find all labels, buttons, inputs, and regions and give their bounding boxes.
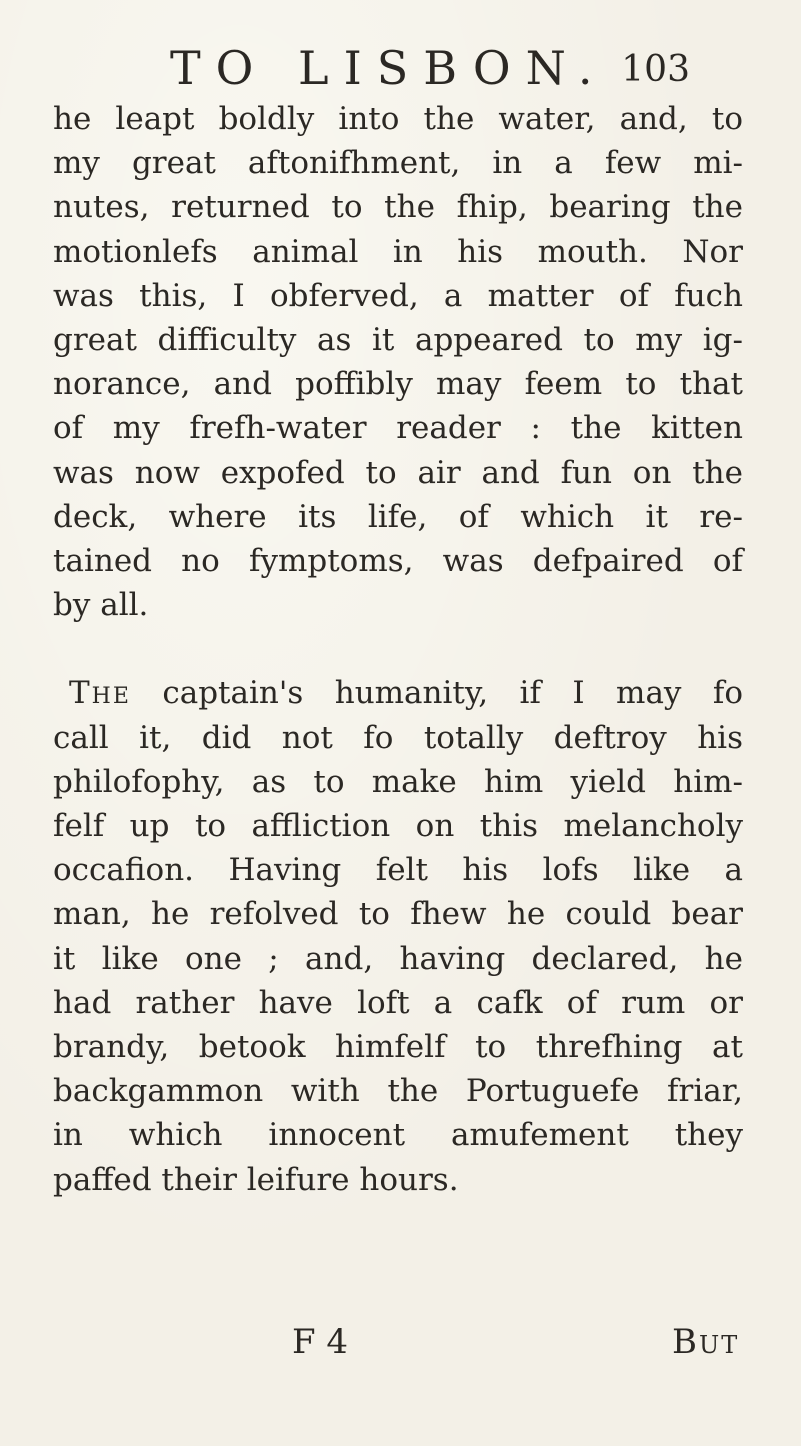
- text-line: in which innocent amufement they: [53, 1117, 743, 1154]
- paragraph-opening-word: The: [69, 675, 131, 712]
- text-line: was this, I obferved, a matter of fuch: [53, 277, 743, 314]
- text-line: by all.: [53, 587, 149, 624]
- text-line: nutes, returned to the fhip, bearing the: [53, 189, 743, 226]
- paragraph-gap: [53, 627, 743, 671]
- page-header: [170, 38, 690, 98]
- text-line: philofophy, as to make him yield him-: [53, 763, 743, 800]
- text-line: great difficulty as it appeared to my ig-: [53, 322, 743, 359]
- page-footer: [0, 1322, 801, 1372]
- text-line-rest: captain's humanity, if I may fo: [162, 675, 744, 712]
- catchword: But: [672, 1322, 740, 1362]
- text-line: felf up to affliction on this melancholy: [53, 808, 743, 845]
- paragraph: [53, 671, 743, 1201]
- text-line: was now expofed to air and fun on the: [53, 454, 743, 491]
- text-line: norance, and poffibly may feem to that: [53, 366, 743, 403]
- running-head: TO LISBON.: [170, 41, 608, 95]
- text-line: paffed their leifure hours.: [53, 1161, 459, 1198]
- text-line: [53, 671, 743, 715]
- text-line: occafion. Having felt his lofs like a: [53, 852, 743, 889]
- text-line: deck, where its life, of which it re-: [53, 498, 743, 535]
- text-line: had rather have loft a cafk of rum or: [53, 984, 743, 1021]
- text-line: tained no fymptoms, was defpaired of: [53, 543, 743, 580]
- text-line: motionlefs animal in his mouth. Nor: [53, 233, 743, 270]
- text-line: it like one ; and, having declared, he: [53, 940, 743, 977]
- text-line: my great aftonifhment, in a few mi-: [53, 145, 743, 182]
- signature-mark: F 4: [292, 1322, 349, 1362]
- body-text: [53, 97, 743, 1202]
- paragraph: [53, 97, 743, 627]
- text-line: backgammon with the Portuguefe friar,: [53, 1073, 743, 1110]
- text-line: call it, did not fo totally deftroy his: [53, 719, 743, 756]
- text-line: of my frefh-water reader : the kitten: [53, 410, 743, 447]
- text-line: brandy, betook himfelf to threfhing at: [53, 1029, 743, 1066]
- text-line: man, he refolved to fhew he could bear: [53, 896, 743, 933]
- page-number: 103: [621, 49, 690, 90]
- text-line: he leapt boldly into the water, and, to: [53, 101, 743, 137]
